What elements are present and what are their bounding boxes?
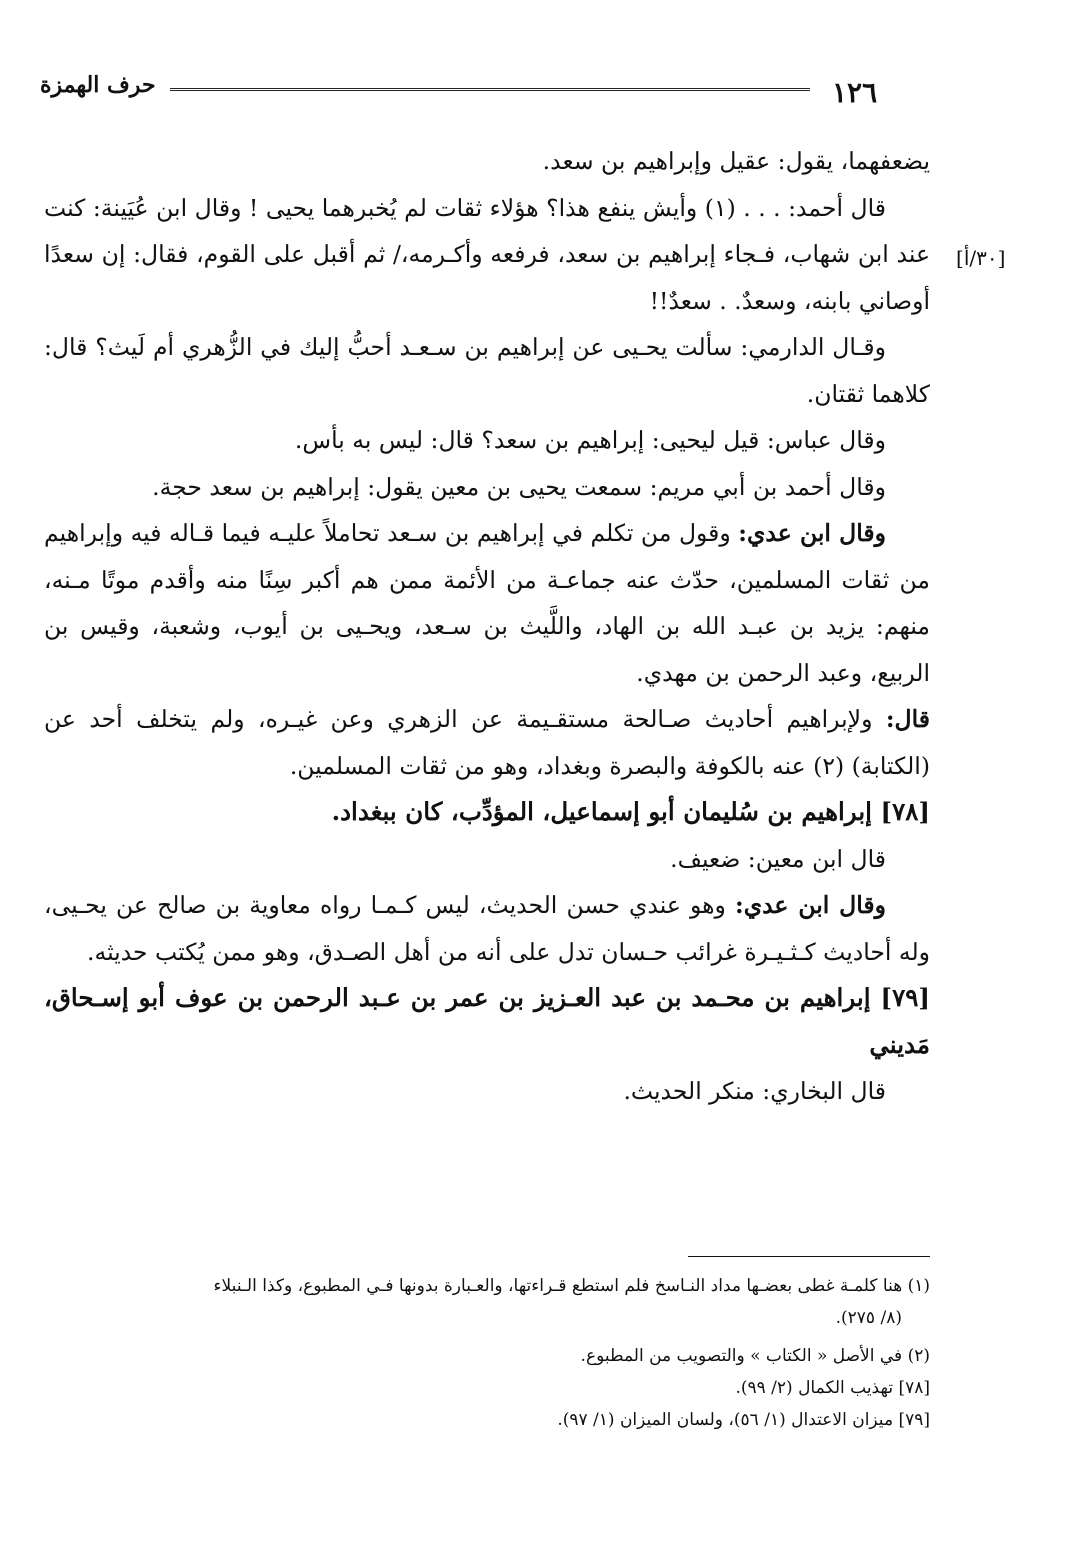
paragraph-text: ولإبراهيم أحاديث صـالحة مستقـيمة عن الزهري وعن غيـره، ولم يتخلف أحد عن (الكتابة) (٢) عنه بالكوفة والبصرة وبغداد، وهو من ثقات المسلمين. <box>44 705 930 780</box>
paragraph: قال البخاري: منكر الحديث. <box>623 1077 886 1105</box>
footnote-1: (١) هنا كلمـة غطى بعضـها مداد النـاسخ فلم استطع قـراءتها، والعـبارة بدونها فـي المطبوع، وكذا الـنبلاء <box>213 1276 930 1296</box>
speaker-label: وقال ابن عدي: <box>735 891 886 919</box>
paragraph: وقال عباس: قيل ليحيى: إبراهيم بن سعد؟ قال: ليس به بأس. <box>294 426 886 454</box>
running-header-title: حرف الهمزة <box>40 72 156 98</box>
paragraph <box>44 696 930 789</box>
paragraph: وقال أحمد بن أبي مريم: سمعت يحيى بن معين يقول: إبراهيم بن سعد حجة. <box>152 472 886 501</box>
paragraph: قال أحمد: . . . (١) وأيش ينفع هذا؟ هؤلاء ثقات لم يُخبرهما يحيى ! وقال ابن عُيَينة: كنت عند ابن شهاب، فـجاء إبراهيم بن سعد، فرفعه وأكـرمه،/ ثم أقبل على القوم، فقال: إن سعدًا أوصاني بابنه، وسعدٌ. . سعدٌ!! <box>44 193 930 315</box>
page-number: ١٢٦ <box>832 76 878 109</box>
paragraph: يضعفهما، يقول: عقيل وإبراهيم بن سعد. <box>542 147 930 175</box>
entry-heading-78: [٧٨] إبراهيم بن سُليمان أبو إسماعيل، المؤدِّب، كان ببغداد. <box>331 797 930 826</box>
main-text <box>44 138 930 1115</box>
speaker-label: قال: <box>885 705 930 733</box>
manuscript-folio-reference: [٣٠/أ] <box>956 246 1006 270</box>
footnote-divider <box>688 1256 930 1257</box>
footnote-2: (٢) في الأصل « الكتاب » والتصويب من المطبوع. <box>580 1346 930 1366</box>
paragraph-text: وقول من تكلم في إبراهيم بن سـعد تحاملاً عليـه فيما قـاله فيه وإبراهيم من ثقات المسلمين، حدّث عنه جماعـة من الأئمة ممن هم أكبر سِنًا منه وأقدم موتًا مـنه، منهم: يزيد بن عبـد الله بن الهاد، واللَّيث بن سـعد، ويحـيى بن أيوب، وشعبة، وقيس بن الربيع، وعبد الرحمن بن مهدي. <box>44 519 930 687</box>
footnotes <box>40 1270 930 1436</box>
footnote-1-continuation: (٨/ ٢٧٥). <box>835 1308 902 1328</box>
paragraph-text: وهو عندي حسن الحديث، ليس كـمـا رواه معاوية بن صالح عن يحـيى، وله أحاديث كـثـيـرة غرائب حـسان تدل على أنه من أهل الصـدق، وهو ممن يُكتب حديثه. <box>44 891 930 966</box>
footnote-79: [٧٩] ميزان الاعتدال (١/ ٥٦)، ولسان الميزان (١/ ٩٧). <box>557 1410 930 1430</box>
paragraph: وقـال الدارمي: سألت يحـيى عن إبراهيم بن سـعـد أحبُّ إليك في الزُّهري أم لَيث؟ قال: كلاهما ثقتان. <box>44 333 930 408</box>
paragraph: قال ابن معين: ضعيف. <box>670 844 886 873</box>
speaker-label: وقال ابن عدي: <box>738 519 886 547</box>
paragraph <box>44 510 930 696</box>
footnote-78: [٧٨] تهذيب الكمال (٢/ ٩٩). <box>735 1378 930 1398</box>
entry-heading-79: [٧٩] إبراهيم بن محـمد بن عبد العـزيز بن عمر بن عـبد الرحمن بن عوف أبو إسـحاق، مَديني <box>44 983 930 1059</box>
header-divider <box>170 88 810 91</box>
paragraph <box>44 882 930 975</box>
